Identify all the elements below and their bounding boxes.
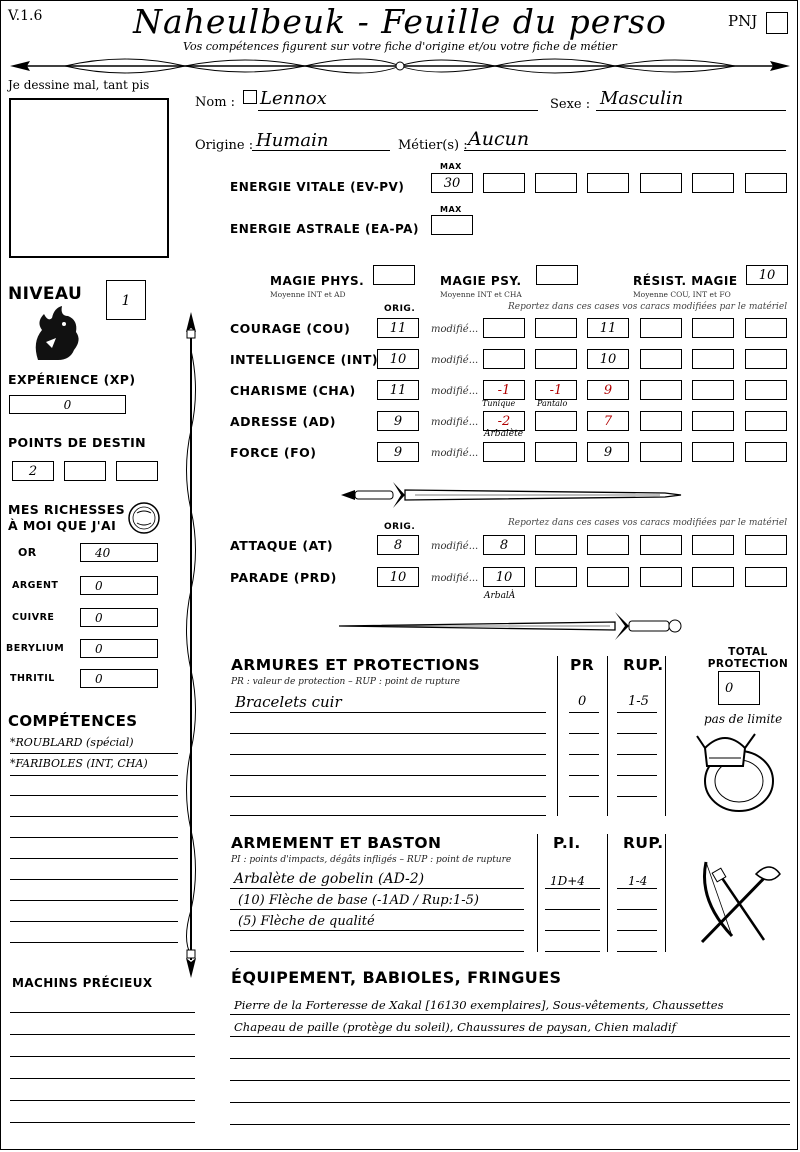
note-pantalo: Pantalo [537, 399, 568, 408]
metier-field[interactable] [464, 130, 786, 151]
carac-mod-1-5[interactable] [692, 318, 734, 338]
pnj-checkbox[interactable] [766, 12, 788, 34]
carac-modifie-1: modifié... [431, 324, 479, 335]
note-arbale: Arbalète [484, 429, 524, 439]
magie-phys-label: MAGIE PHYS. [270, 274, 365, 288]
ea-label: ENERGIE ASTRALE (EA-PA) [230, 222, 419, 236]
combat-mod-2-3[interactable] [587, 567, 629, 587]
xp-value[interactable]: 0 [9, 395, 126, 414]
arme-name-1[interactable]: Arbalète de gobelin (AD-2) [234, 871, 425, 887]
resist-value[interactable]: 10 [746, 265, 788, 285]
carac-orig-3[interactable]: 11 [377, 380, 419, 400]
carac-modifie-4: modifié... [431, 417, 479, 428]
ea-value[interactable] [431, 215, 473, 235]
equipement-line-2[interactable]: Chapeau de paille (protège du soleil), Chaussures de paysan, Chien maladif [234, 1020, 676, 1034]
equipement-line-1[interactable]: Pierre de la Forteresse de Xakal [16130 exemplaires], Sous-vêtements, Chaussettes [234, 998, 724, 1012]
metier-label: Métier(s) : [398, 138, 468, 153]
cuivre-value[interactable]: 0 [80, 608, 158, 627]
argent-label: ARGENT [12, 580, 59, 591]
combat-mod-2-2[interactable] [535, 567, 577, 587]
armement-col-rup: RUP. [623, 834, 664, 852]
spear-ornament [178, 310, 204, 980]
carac-mod-4-2[interactable] [535, 411, 577, 431]
armement-title: ARMEMENT ET BASTON [231, 834, 442, 852]
combat-label-1: ATTAQUE (AT) [230, 538, 334, 553]
carac-mod-1-6[interactable] [745, 318, 787, 338]
or-value[interactable]: 40 [80, 543, 158, 562]
armement-col-pi: P.I. [553, 834, 581, 852]
origine-field[interactable] [252, 132, 390, 151]
combat-report-note: Reportez dans ces cases vos caracs modifiées par le matériel [508, 518, 788, 528]
combat-mod-1-4[interactable] [640, 535, 682, 555]
note-arbale-combat: ArbalÀ [484, 591, 516, 601]
page-title: Naheulbeuk - Feuille du perso [133, 2, 667, 41]
nom-checkbox[interactable] [243, 90, 257, 104]
carac-mod-5-4[interactable] [640, 442, 682, 462]
dragon-icon [28, 302, 84, 364]
sexe-label: Sexe : [550, 97, 591, 112]
ev-label: ENERGIE VITALE (EV-PV) [230, 180, 405, 194]
armures-title: ARMURES ET PROTECTIONS [231, 656, 481, 674]
carac-modifie-2: modifié... [431, 355, 479, 366]
carac-modifie-3: modifié... [431, 386, 479, 397]
combat-mod-1-6[interactable] [745, 535, 787, 555]
sexe-value: Masculin [600, 88, 684, 109]
berylium-value[interactable]: 0 [80, 639, 158, 658]
carac-mod-5-2[interactable] [535, 442, 577, 462]
resist-sub: Moyenne COU, INT et FO [633, 290, 731, 299]
note-tunique: Tunique [482, 399, 516, 408]
caracs-report-note: Reportez dans ces cases vos caracs modifiées par le matériel [508, 302, 788, 312]
magie-psy-label: MAGIE PSY. [440, 274, 522, 288]
armures-col-rup: RUP. [623, 656, 664, 674]
carac-mod-4-5[interactable] [692, 411, 734, 431]
armures-col-pr: PR [570, 656, 595, 674]
ev-max-label: MAX [440, 162, 462, 171]
armures-sub: PR : valeur de protection – RUP : point de rupture [231, 677, 460, 687]
sword-ornament-1 [335, 478, 685, 512]
richesses-label-2: À MOI QUE J'AI [8, 518, 117, 533]
combat-mod-1-1[interactable]: 8 [483, 535, 525, 555]
pnj-label: PNJ [728, 12, 758, 30]
thritil-value[interactable]: 0 [80, 669, 158, 688]
carac-mod-2-6[interactable] [745, 349, 787, 369]
limit-note: pas de limite [704, 712, 783, 726]
carac-mod-2-2[interactable] [535, 349, 577, 369]
origine-value: Humain [256, 130, 329, 151]
carac-label-1: COURAGE (COU) [230, 321, 351, 336]
sword-ornament-2 [335, 608, 685, 644]
carac-mod-3-5[interactable] [692, 380, 734, 400]
carac-mod-4-3[interactable]: 7 [587, 411, 629, 431]
combat-label-2: PARADE (PRD) [230, 570, 337, 585]
cuivre-label: CUIVRE [12, 612, 55, 623]
argent-value[interactable]: 0 [80, 576, 158, 595]
combat-orig-label: ORIG. [384, 522, 416, 532]
carac-mod-5-6[interactable] [745, 442, 787, 462]
carac-mod-3-2[interactable]: -1 [535, 380, 577, 400]
nom-value: Lennox [260, 88, 327, 109]
ev-value[interactable]: 30 [431, 173, 473, 193]
combat-mod-2-6[interactable] [745, 567, 787, 587]
shield-helmet-icon [695, 726, 777, 816]
carac-mod-3-6[interactable] [745, 380, 787, 400]
portrait-caption: Je dessine mal, tant pis [8, 78, 150, 92]
or-label: OR [18, 546, 37, 559]
magie-psy-box[interactable] [536, 265, 578, 285]
ev-box-5[interactable] [640, 173, 682, 193]
carac-mod-1-1[interactable] [483, 318, 525, 338]
carac-mod-5-1[interactable] [483, 442, 525, 462]
machins-label: MACHINS PRÉCIEUX [12, 976, 153, 990]
combat-orig-2[interactable]: 10 [377, 567, 419, 587]
arme-name-2[interactable]: (10) Flèche de base (-1AD / Rup:1-5) [238, 893, 479, 908]
carac-mod-1-4[interactable] [640, 318, 682, 338]
arme-rup-1[interactable]: 1-4 [628, 874, 648, 888]
armement-sub: PI : points d'impacts, dégâts infligés – RUP : point de rupture [231, 855, 512, 865]
carac-mod-3-4[interactable] [640, 380, 682, 400]
ev-box-2[interactable] [483, 173, 525, 193]
carac-mod-3-1[interactable]: -1 [483, 380, 525, 400]
niveau-value[interactable]: 1 [106, 280, 146, 320]
carac-orig-1[interactable]: 11 [377, 318, 419, 338]
combat-mod-2-1[interactable]: 10 [483, 567, 525, 587]
xp-label: EXPÉRIENCE (XP) [8, 372, 136, 387]
carac-mod-1-2[interactable] [535, 318, 577, 338]
page-subtitle: Vos compétences figurent sur votre fiche d'origine et/ou votre fiche de métier [183, 40, 617, 53]
ev-box-6[interactable] [692, 173, 734, 193]
origine-label: Origine : [195, 138, 254, 153]
thritil-label: THRITIL [10, 673, 55, 684]
combat-mod-1-2[interactable] [535, 535, 577, 555]
carac-orig-4[interactable]: 9 [377, 411, 419, 431]
carac-label-5: FORCE (FO) [230, 445, 317, 460]
combat-modifie-2: modifié... [431, 573, 479, 584]
magie-psy-sub: Moyenne INT et CHA [440, 290, 522, 299]
magie-phys-sub: Moyenne INT et AD [270, 290, 346, 299]
carac-mod-2-4[interactable] [640, 349, 682, 369]
caracs-orig-label: ORIG. [384, 304, 416, 314]
metier-value: Aucun [468, 128, 530, 150]
carac-label-2: INTELLIGENCE (INT) [230, 352, 379, 367]
destin-box-2[interactable] [64, 461, 106, 481]
total-protection-label: TOTAL PROTECTION [707, 646, 789, 670]
equipement-title: ÉQUIPEMENT, BABIOLES, FRINGUES [231, 968, 562, 987]
arme-name-3[interactable]: (5) Flèche de qualité [238, 914, 375, 929]
competences-list [10, 734, 178, 776]
competence-item-1[interactable]: *ROUBLARD (spécial) [10, 734, 178, 754]
carac-mod-2-3[interactable]: 10 [587, 349, 629, 369]
carac-modifie-5: modifié... [431, 448, 479, 459]
version-label: V.1.6 [8, 8, 43, 24]
carac-mod-5-3[interactable]: 9 [587, 442, 629, 462]
destin-value[interactable]: 2 [12, 461, 54, 481]
resist-label: RÉSIST. MAGIE [633, 274, 738, 288]
carac-mod-4-4[interactable] [640, 411, 682, 431]
competence-item-2[interactable]: *FARIBOLES (INT, CHA) [10, 754, 178, 776]
sexe-field[interactable] [596, 90, 786, 111]
niveau-label: NIVEAU [8, 284, 83, 304]
carac-mod-4-1[interactable]: -2 [483, 411, 525, 431]
nom-field[interactable] [258, 88, 538, 111]
nom-label: Nom : [195, 95, 236, 110]
destin-box-3[interactable] [116, 461, 158, 481]
combat-mod-2-5[interactable] [692, 567, 734, 587]
combat-orig-1[interactable]: 8 [377, 535, 419, 555]
coin-icon [127, 501, 161, 535]
carac-mod-4-6[interactable] [745, 411, 787, 431]
berylium-label: BERYLIUM [6, 643, 65, 654]
carac-mod-5-5[interactable] [692, 442, 734, 462]
portrait-box[interactable] [9, 98, 169, 258]
ea-max-label: MAX [440, 205, 462, 214]
carac-mod-3-3[interactable]: 9 [587, 380, 629, 400]
armure-pr-1[interactable]: 0 [578, 694, 587, 709]
magie-phys-box[interactable] [373, 265, 415, 285]
armure-name-1[interactable]: Bracelets cuir [235, 693, 342, 711]
combat-mod-1-3[interactable] [587, 535, 629, 555]
carac-mod-1-3[interactable]: 11 [587, 318, 629, 338]
carac-label-3: CHARISME (CHA) [230, 383, 356, 398]
carac-label-4: ADRESSE (AD) [230, 414, 337, 429]
armure-rup-1[interactable]: 1-5 [628, 694, 649, 709]
weapons-icon [692, 856, 784, 948]
ev-box-3[interactable] [535, 173, 577, 193]
combat-modifie-1: modifié... [431, 541, 479, 552]
richesses-label-1: MES RICHESSES [8, 502, 125, 517]
combat-mod-2-4[interactable] [640, 567, 682, 587]
total-protection-value[interactable]: 0 [718, 671, 760, 705]
combat-mod-1-5[interactable] [692, 535, 734, 555]
carac-mod-2-5[interactable] [692, 349, 734, 369]
carac-mod-2-1[interactable] [483, 349, 525, 369]
ev-box-7[interactable] [745, 173, 787, 193]
ev-box-4[interactable] [587, 173, 629, 193]
destin-label: POINTS DE DESTIN [8, 435, 147, 450]
carac-orig-5[interactable]: 9 [377, 442, 419, 462]
arme-pi-1[interactable]: 1D+4 [550, 874, 585, 888]
carac-orig-2[interactable]: 10 [377, 349, 419, 369]
competences-label: COMPÉTENCES [8, 712, 138, 730]
